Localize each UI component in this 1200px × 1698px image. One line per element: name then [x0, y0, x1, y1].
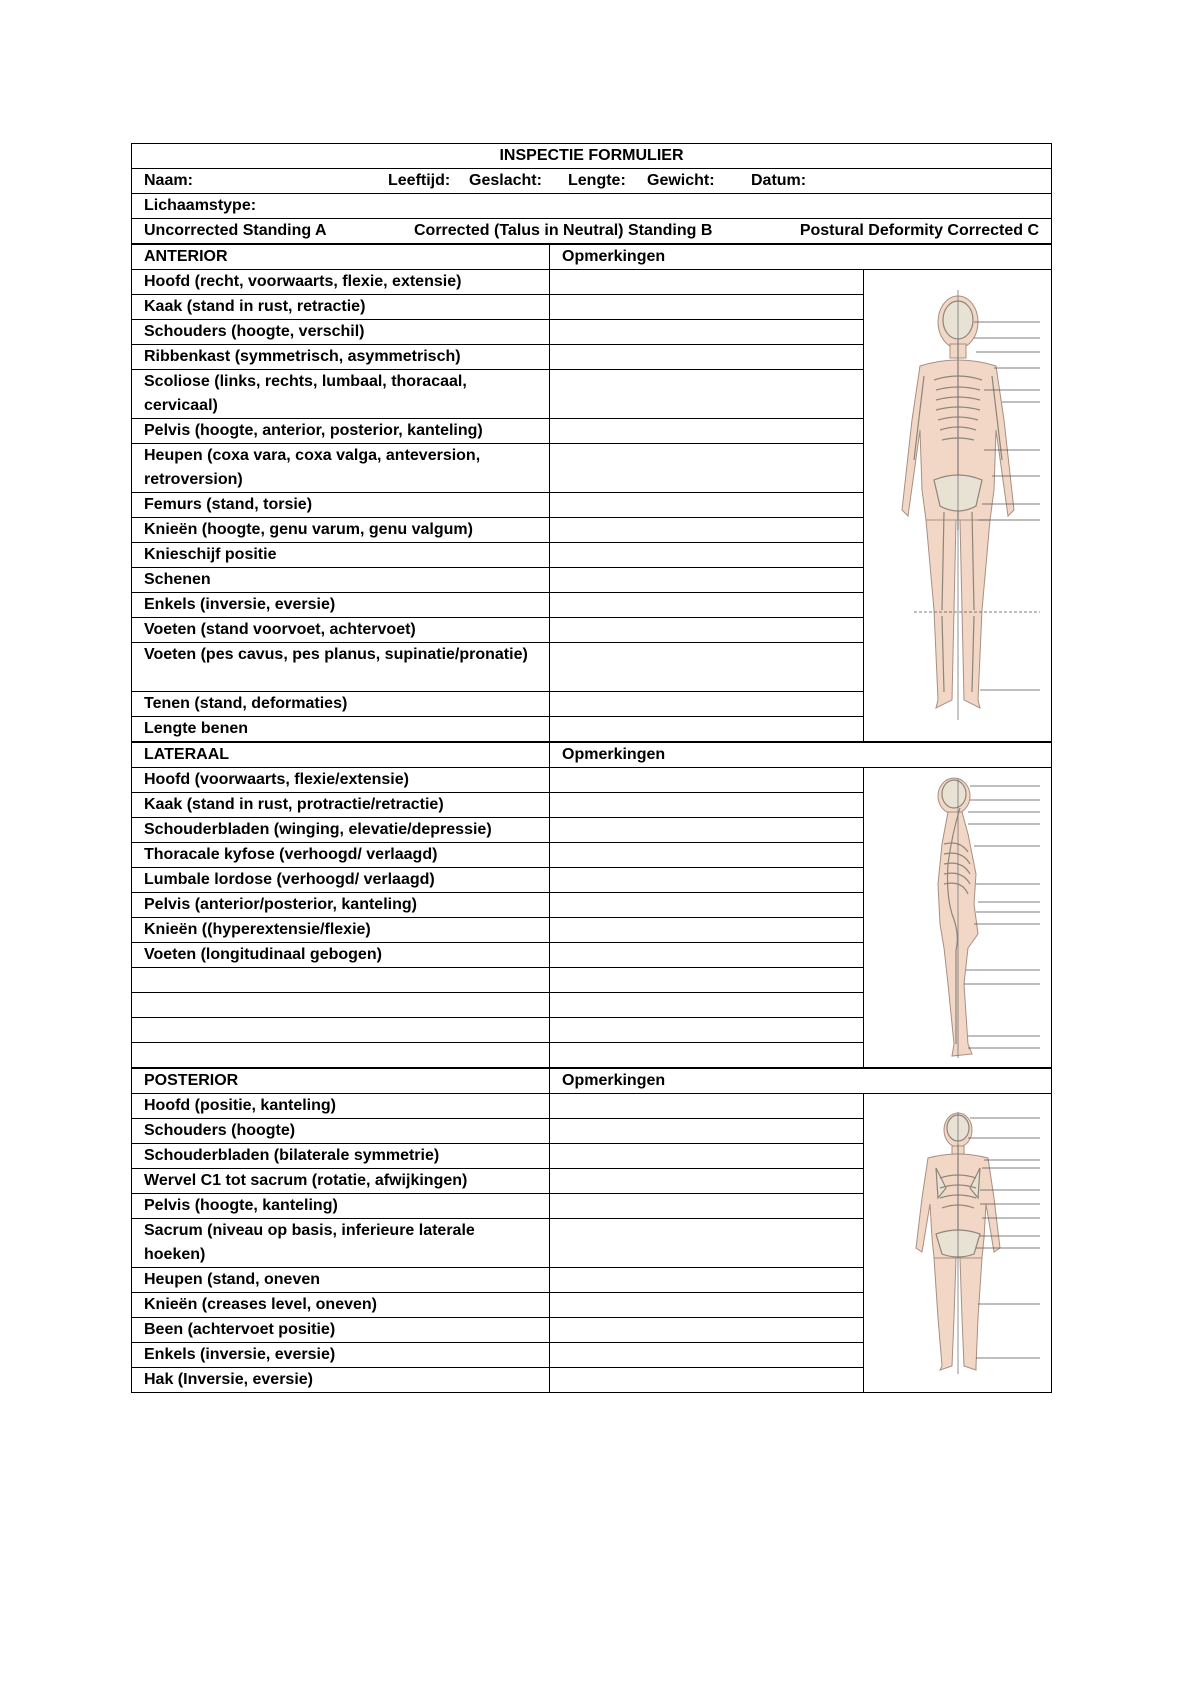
table-row [132, 1094, 1052, 1119]
anterior-remark-field[interactable] [550, 444, 864, 493]
posterior-remark-field[interactable] [550, 1343, 864, 1368]
anterior-item-label: Schenen [132, 568, 550, 593]
lateraal-section-header: LATERAAL [132, 742, 550, 768]
lateraal-item-label: Knieën ((hyperextensie/flexie) [132, 918, 550, 943]
anterior-remark-field[interactable] [550, 270, 864, 295]
anterior-item-label: Ribbenkast (symmetrisch, asymmetrisch) [132, 345, 550, 370]
anterior-item-label: Knieschijf positie [132, 543, 550, 568]
posterior-item-label: Enkels (inversie, eversie) [132, 1343, 550, 1368]
posterior-header-row [132, 1068, 1052, 1094]
anterior-item-label: Kaak (stand in rust, retractie) [132, 295, 550, 320]
standing-a-label: Uncorrected Standing A [144, 222, 327, 239]
lateraal-item-label [132, 968, 550, 993]
lateraal-remark-field[interactable] [550, 943, 864, 968]
lateraal-item-label [132, 993, 550, 1018]
posterior-item-label: Sacrum (niveau op basis, inferieure laterale hoeken) [132, 1219, 550, 1268]
skeleton-side-figure [864, 774, 1052, 1062]
anterior-item-label: Lengte benen [132, 717, 550, 743]
anterior-remark-field[interactable] [550, 593, 864, 618]
lateraal-remark-field[interactable] [550, 1018, 864, 1043]
posterior-section-header: POSTERIOR [132, 1068, 550, 1094]
anterior-remark-field[interactable] [550, 568, 864, 593]
anterior-item-label: Voeten (stand voorvoet, achtervoet) [132, 618, 550, 643]
lateraal-item-label: Thoracale kyfose (verhoogd/ verlaagd) [132, 843, 550, 868]
anterior-item-label: Knieën (hoogte, genu varum, genu valgum) [132, 518, 550, 543]
lateraal-remark-field[interactable] [550, 768, 864, 793]
lateraal-item-label: Pelvis (anterior/posterior, kanteling) [132, 893, 550, 918]
anterior-remark-field[interactable] [550, 419, 864, 444]
lateraal-remark-field[interactable] [550, 843, 864, 868]
posterior-remark-field[interactable] [550, 1368, 864, 1393]
anterior-remark-field[interactable] [550, 692, 864, 717]
lateraal-remark-field[interactable] [550, 868, 864, 893]
anterior-remark-field[interactable] [550, 717, 864, 743]
lengte-label: Lengte: [568, 172, 626, 189]
anterior-remark-field[interactable] [550, 320, 864, 345]
standing-c-label: Postural Deformity Corrected C [799, 222, 1039, 239]
standing-row [132, 219, 1052, 245]
anterior-item-label: Scoliose (links, rechts, lumbaal, thoracaal, cervicaal) [132, 370, 550, 419]
posterior-remark-field[interactable] [550, 1119, 864, 1144]
skeleton-front-figure [864, 280, 1052, 732]
anterior-item-label: Hoofd (recht, voorwaarts, flexie, extensie) [132, 270, 550, 295]
gewicht-label: Gewicht: [647, 172, 715, 189]
lateraal-remark-field[interactable] [550, 918, 864, 943]
lateraal-remark-field[interactable] [550, 1043, 864, 1069]
anterior-item-label: Voeten (pes cavus, pes planus, supinatie/pronatie) [132, 643, 550, 692]
lateraal-remark-field[interactable] [550, 893, 864, 918]
lateraal-item-label: Hoofd (voorwaarts, flexie/extensie) [132, 768, 550, 793]
lateraal-item-label: Lumbale lordose (verhoogd/ verlaagd) [132, 868, 550, 893]
posterior-remark-field[interactable] [550, 1144, 864, 1169]
posterior-remark-field[interactable] [550, 1169, 864, 1194]
skeleton-back-figure [864, 1108, 1052, 1378]
table-row [132, 768, 1052, 793]
anterior-remark-field[interactable] [550, 618, 864, 643]
leeftijd-label: Leeftijd: [388, 172, 451, 189]
table-row [132, 270, 1052, 295]
anterior-item-label: Tenen (stand, deformaties) [132, 692, 550, 717]
anterior-remark-field[interactable] [550, 543, 864, 568]
posterior-item-label: Schouders (hoogte) [132, 1119, 550, 1144]
anterior-section-header: ANTERIOR [132, 244, 550, 270]
lateraal-header-row [132, 742, 1052, 768]
lateraal-item-label: Kaak (stand in rust, protractie/retractie) [132, 793, 550, 818]
lateraal-item-label: Schouderbladen (winging, elevatie/depressie) [132, 818, 550, 843]
posterior-item-label: Hoofd (positie, kanteling) [132, 1094, 550, 1119]
posterior-item-label: Schouderbladen (bilaterale symmetrie) [132, 1144, 550, 1169]
anterior-item-label: Heupen (coxa vara, coxa valga, anteversion, retroversion) [132, 444, 550, 493]
lateraal-remark-field[interactable] [550, 818, 864, 843]
anterior-item-label: Schouders (hoogte, verschil) [132, 320, 550, 345]
posterior-figure-cell [864, 1094, 1052, 1393]
lateraal-remark-field[interactable] [550, 793, 864, 818]
inspection-form [131, 143, 1051, 1393]
lateraal-remark-field[interactable] [550, 968, 864, 993]
standing-b-label: Corrected (Talus in Neutral) Standing B [413, 222, 713, 239]
inspection-table [131, 143, 1052, 1393]
anterior-header-row [132, 244, 1052, 270]
anterior-item-label: Pelvis (hoogte, anterior, posterior, kanteling) [132, 419, 550, 444]
lateraal-remark-field[interactable] [550, 993, 864, 1018]
anterior-remark-field[interactable] [550, 643, 864, 692]
posterior-item-label: Wervel C1 tot sacrum (rotatie, afwijkingen) [132, 1169, 550, 1194]
posterior-remark-field[interactable] [550, 1194, 864, 1219]
anterior-figure-cell [864, 270, 1052, 743]
anterior-remark-field[interactable] [550, 493, 864, 518]
posterior-item-label: Knieën (creases level, oneven) [132, 1293, 550, 1318]
anterior-remarks-header: Opmerkingen [550, 244, 1052, 270]
geslacht-label: Geslacht: [469, 172, 542, 189]
anterior-remark-field[interactable] [550, 370, 864, 419]
lateraal-remarks-header: Opmerkingen [550, 742, 1052, 768]
datum-label: Datum: [751, 172, 807, 189]
posterior-item-label: Heupen (stand, oneven [132, 1268, 550, 1293]
posterior-remarks-header: Opmerkingen [550, 1068, 1052, 1094]
anterior-remark-field[interactable] [550, 295, 864, 320]
anterior-item-label: Enkels (inversie, eversie) [132, 593, 550, 618]
posterior-item-label: Pelvis (hoogte, kanteling) [132, 1194, 550, 1219]
posterior-item-label: Hak (Inversie, eversie) [132, 1368, 550, 1393]
lichaamstype-label: Lichaamstype: [132, 194, 1052, 219]
lateraal-item-label [132, 1018, 550, 1043]
lateraal-item-label [132, 1043, 550, 1069]
posterior-remark-field[interactable] [550, 1268, 864, 1293]
personal-info-row [132, 169, 1052, 194]
posterior-item-label: Been (achtervoet positie) [132, 1318, 550, 1343]
posterior-remark-field[interactable] [550, 1293, 864, 1318]
posterior-remark-field[interactable] [550, 1318, 864, 1343]
posterior-remark-field[interactable] [550, 1094, 864, 1119]
anterior-remark-field[interactable] [550, 518, 864, 543]
anterior-remark-field[interactable] [550, 345, 864, 370]
posterior-remark-field[interactable] [550, 1219, 864, 1268]
lateraal-figure-cell [864, 768, 1052, 1069]
form-title: INSPECTIE FORMULIER [132, 144, 1052, 169]
naam-label: Naam: [144, 172, 193, 189]
lateraal-item-label: Voeten (longitudinaal gebogen) [132, 943, 550, 968]
anterior-item-label: Femurs (stand, torsie) [132, 493, 550, 518]
